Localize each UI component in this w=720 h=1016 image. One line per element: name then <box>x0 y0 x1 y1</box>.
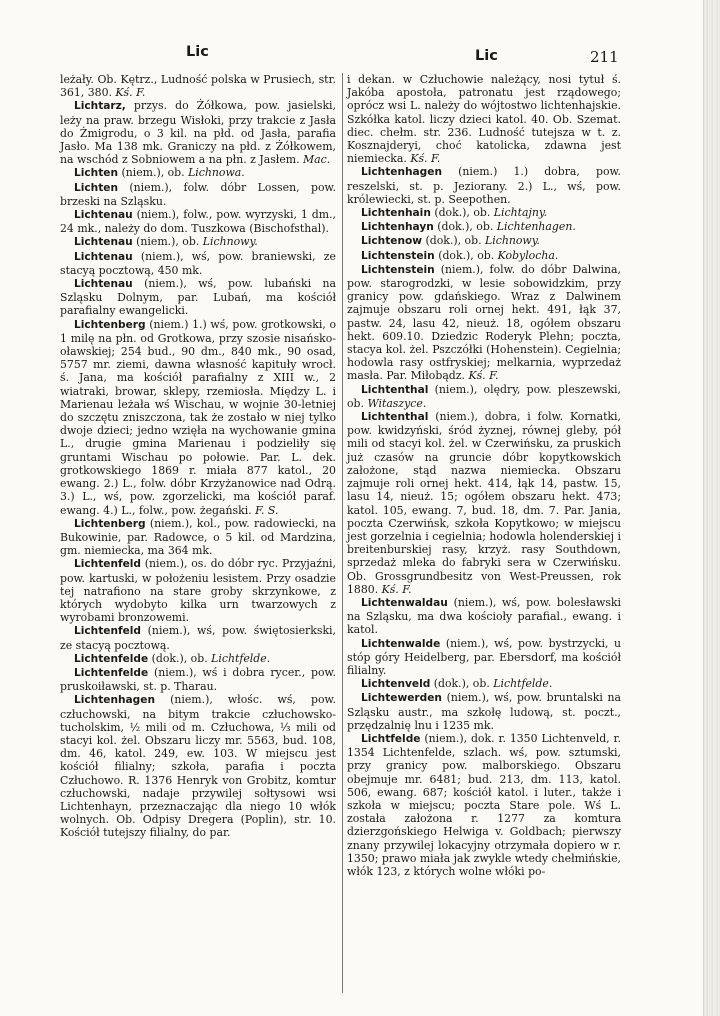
entry-text: (niem.), wś i dobra rycer., pow. pruskoiławski, st. p. Tharau. <box>60 665 336 694</box>
entry-author-signature: Kś. F. <box>115 86 146 100</box>
entry-headword: Lichtenfelde <box>74 666 149 679</box>
entry-headword: Lichtenfelde <box>74 652 149 665</box>
entry-headword: Lichtenberg <box>74 318 146 331</box>
dictionary-entry <box>347 383 621 410</box>
dictionary-entry <box>60 693 336 839</box>
entry-cross-reference: Lichnowy. <box>485 234 540 248</box>
entry-headword: Lichtenfeld <box>74 558 142 571</box>
dictionary-entry <box>60 277 336 318</box>
dictionary-entry <box>347 263 621 383</box>
entry-text: (dok.), ob. <box>148 651 212 665</box>
dictionary-entry <box>60 250 336 277</box>
dictionary-entry <box>60 557 336 624</box>
entry-text: (niem.) 1.) wś, pow. grotkowski, o 1 milę na płn. od Grotkowa, przy szosie nisańsko-oławskiej; 254 bud., 90 dm., 840 mk., 90 osad, 5757 mr. ziemi, dawna własność kapituły wrocł. ś. Jana, ma kościół parafialny z XIII w., 2 wiatraki, browar, sklepy, rzemiosła. Między L. i Marienau leżała wś Wischau, w wojnie 30-letniej do szczętu zniszczona, tak że zostało w niej tylko dwoje dzieci; jedno wzięła na wychowanie gmina L., drugie gmina Marienau i podzieliły się gruntami Wischau po połowie. Par. L. dek. grotkowskiego 1869 r. miała 877 katol., 20 ewang. 2.) L., folw. dóbr Krzyżanowice nad Odrą. 3.) L., wś, pow. zgorzelicki, ma kościół paraf. ewang. 4.) L., folw., pow. żegański. <box>60 317 336 517</box>
entry-headword: Lichtenau <box>74 250 133 263</box>
entry-headword: Lichtenau <box>74 278 133 291</box>
page-header <box>0 44 720 68</box>
entry-headword: Lichtenthal <box>361 411 429 424</box>
dictionary-entry <box>347 220 621 234</box>
dictionary-entry <box>347 206 621 220</box>
dictionary-entry <box>347 234 621 248</box>
entry-text: (niem.), folw., pow. wyrzyski, 1 dm., 24 mk., należy do dom. Tuszkowa (Bischofsthal). <box>60 208 336 236</box>
entry-headword: Lichtewerden <box>361 692 442 705</box>
entry-headword: Lichtenau <box>74 236 133 249</box>
entry-headword: Lichtenow <box>361 235 423 248</box>
entry-text: (niem.), ob. <box>118 166 189 180</box>
entry-text: (niem.), wś, pow. bruntalski na Szląsku austr., ma szkołę ludową, st. poczt., przędzalnię lnu i 1235 mk. <box>347 691 621 732</box>
entry-headword: Lichtenfeld <box>74 625 142 638</box>
entry-headword: Lichtenveld <box>361 678 431 691</box>
entry-headword: Lichtenhagen <box>74 694 155 707</box>
dictionary-entry <box>347 596 621 637</box>
entry-headword: Lichtarz, <box>74 100 126 113</box>
dictionary-entry <box>347 73 621 165</box>
dictionary-entry <box>347 165 621 206</box>
entry-cross-reference: Lichtenhagen. <box>496 220 576 234</box>
dictionary-entry <box>60 652 336 666</box>
entry-cross-reference: Witaszyce. <box>367 396 427 410</box>
entry-text: (niem.), wś, pow. bolesławski na Szląsku, ma dwa kościoły parafial., ewang. i katol. <box>347 595 621 637</box>
entry-text: (niem.), os. do dóbr ryc. Przyjaźni, pow. kartuski, w położeniu lesistem. Przy osadzie tej natrafiono na stare groby skrzynkowe, z których wydobyto kilka urn twarzowych z wyrobami bronzowemi. <box>60 557 336 625</box>
left-running-head: Lic <box>186 44 209 60</box>
entry-headword: Lichtfelde <box>361 732 421 745</box>
entry-headword: Lichten <box>74 167 118 180</box>
entry-author-signature: Kś. F. <box>381 582 412 596</box>
dictionary-entry <box>60 166 336 180</box>
entry-headword: Lichtenau <box>74 209 133 222</box>
dictionary-entry <box>60 73 336 99</box>
entry-author-signature: Mac. <box>303 153 331 167</box>
entry-text: (niem.) 1.) dobra, pow. reszelski, st. p. Jeziorany. 2.) L., wś, pow. królewiecki, st. p. Seepothen. <box>347 165 621 206</box>
entry-text: (dok.), ob. <box>430 677 494 691</box>
entry-text: i dekan. w Człuchowie należący, nosi tytuł ś. Jakóba apostoła, patronatu jest rządowego; oprócz wsi L. należy do wójtostwo lichtenhajskie. Szkółka katol. liczy dzieci katol. 40. Ob. Szemat. diec. chełm. str. 236. Ludność tutejsza w t. z. Kosznajderyi, choć katolicka, zdawna jest niemiecka. <box>347 73 621 166</box>
entry-cross-reference: Lichnowy. <box>202 235 258 249</box>
entry-text: (niem.), folw. dóbr Lossen, pow. brzeski na Szląsku. <box>60 180 336 208</box>
entry-headword: Lichtenhagen <box>361 166 442 179</box>
entry-text: (niem.), wś, pow. bystrzycki, u stóp góry Heidelberg, par. Ebersdorf, ma kościół filialny. <box>347 636 621 677</box>
entry-text: (niem.), wś, pow. braniewski, ze stacyą pocztową, 450 mk. <box>60 249 336 277</box>
entry-text: (niem.), ob. <box>132 235 203 249</box>
entry-text: (niem.), olędry, pow. pleszewski, ob. <box>347 382 621 410</box>
page-edge <box>703 0 720 1016</box>
dictionary-entry <box>60 666 336 693</box>
dictionary-entry <box>347 410 621 596</box>
entry-text: (dok.), ob. <box>422 234 485 248</box>
dictionary-entry <box>60 235 336 249</box>
page-number: 211 <box>590 48 619 66</box>
entry-text: (niem.), folw. do dóbr Dalwina, pow. starogrodzki, w lesie sobowidzkim, przy granicy pow. gdańskiego. Wraz z Dalwinem zajmuje obszaru roli ornej hekt. 491, łąk 37, pastw. 24, lasu 42, nieuż. 18, ogółem obszaru hekt. 609.10. Dziedzic Roderyk Plehn; poczta, stacya kol. żel. Pszczółki (Hohenstein). Cegielnia; hodowla rasy ostfryskiej; melkarnia, wyprzedaż masła. Par. Miłobądz. <box>347 262 621 383</box>
dictionary-entry <box>347 249 621 263</box>
entry-cross-reference: Lichtfelde. <box>493 677 553 691</box>
entry-headword: Lichtenwalde <box>361 637 441 650</box>
entry-text: (niem.), dok. r. 1350 Lichtenveld, r. 1354 Lichtenfelde, szlach. wś, pow. sztumski, przy granicy pow. malborskiego. Obszaru obejmuje mr. 6481; bud. 213, dm. 113, katol. 506, ewang. 687; kościół katol. i luter., także i szkoła w miejscu; poczta Stare pole. Wś L. została założona r. 1277 za komtura dzierzgońskiego Helwiga v. Goldbach; pierwszy znany przywilej lokacyjny otrzymała dopiero w r. 1350; prawo miała jak zwykle wtedy chełmińskie, włók 123, z których wolne włóki po- <box>347 731 621 878</box>
entry-author-signature: F. S. <box>255 503 279 517</box>
right-column <box>342 73 621 993</box>
dictionary-entry <box>60 318 336 517</box>
entry-headword: Lichtenthal <box>361 383 429 396</box>
entry-text: (dok.), ob. <box>430 206 494 220</box>
dictionary-entry <box>60 517 336 558</box>
entry-text: leżały. Ob. Kętrz., Ludność polska w Prusiech, str. 361, 380. <box>60 73 336 100</box>
dictionary-entry <box>60 208 336 235</box>
entry-headword: Lichtenberg <box>74 517 146 530</box>
entry-headword: Lichtenstein <box>361 263 435 276</box>
entry-cross-reference: Lichnowa. <box>188 166 245 180</box>
entry-cross-reference: Lichtfelde. <box>211 651 271 665</box>
dictionary-entry <box>347 732 621 878</box>
dictionary-entry <box>60 99 336 166</box>
entry-headword: Lichtenstein <box>361 249 435 262</box>
entry-text: (niem.), włośc. wś, pow. człuchowski, na bitym trakcie człuchowsko-tucholskim, ½ mili od m. Człuchowa, ⅓ mili od stacyi kol. żel. Obszaru liczy mr. 5563, bud. 108, dm. 46, katol. 249, ew. 103. W miejscu jest kościół filialny; szkoła, parafia i poczta Człuchowo. R. 1376 Henryk von Grobitz, komtur człuchowski, nadaje przywilej sołtysowi wsi Lichtenhayn, przeznaczając dla niego 10 włók wolnych. Ob. Odpisy Dregera (Poplin), str. 10. Kościół tutejszy filialny, do par. <box>60 693 336 840</box>
dictionary-entry <box>347 677 621 691</box>
entry-text: (niem.), wś, pow. lubański na Szląsku Dolnym, par. Lubań, ma kościół parafialny ewangelicki. <box>60 277 336 318</box>
entry-cross-reference: Lichtajny. <box>493 206 548 220</box>
entry-text: (niem.), dobra, i folw. Kornatki, pow. kwidzyński, śród żyznej, równej gleby, pół mili od stacyi kol. żel. w Czerwińsku, za pruskich już czasów na gruncie dóbr kopytkowskich założone, stąd nazwa niemiecka. Obszaru zajmuje roli ornej hekt. 414, łąk 14, pastw. 15, lasu 14, nieuż. 15; ogółem obszaru hekt. 473; katol. 105, ewang. 7, bud. 18, dm. 7. Par. Jania, poczta Czerwińsk, szkoła Kopytkowo; w miejscu jest gorzelnia i cegielnia; hodowla holenderskiej i breitenburskiej rasy, krzyż. rasy Southdown, sprzedaż mleka do fabryki sera w Czerwińsku. Ob. Grossgrundbesitz von West-Preussen, rok 1880. <box>347 410 621 596</box>
dictionary-entry <box>347 637 621 678</box>
right-running-head: Lic <box>475 48 498 64</box>
entry-headword: Lichtenhayn <box>361 221 434 234</box>
entry-headword: Lichtenwaldau <box>361 596 448 609</box>
entry-author-signature: Kś. F. <box>468 369 499 383</box>
entry-headword: Lichten <box>74 181 118 194</box>
entry-cross-reference: Kobylocha. <box>497 248 559 262</box>
entry-text: (niem.), kol., pow. radowiecki, na Bukowinie, par. Radowce, o 5 kil. od Mardzina, gm. niemiecka, ma 364 mk. <box>60 516 336 558</box>
entry-text: (dok.), ob. <box>434 248 498 262</box>
dictionary-entry <box>347 691 621 732</box>
entry-text: przys. do Żółkowa, pow. jasielski, leży na praw. brzegu Wisłoki, przy trakcie z Jasła do Żmigrodu, o 3 kil. na płd. od Jasła, parafia Jasło. Ma 138 mk. Graniczy na płd. z Żółkowem, na wschód z Sobniowem a na płn. z Jasłem. <box>60 99 336 167</box>
entry-text: (niem.), wś, pow. świętosierkski, ze stacyą pocztową. <box>60 624 336 652</box>
entry-headword: Lichtenhain <box>361 207 431 220</box>
dictionary-entry <box>60 624 336 651</box>
entry-text: (dok.), ob. <box>433 220 497 234</box>
left-column <box>60 73 336 840</box>
entry-author-signature: Kś. F. <box>410 152 441 166</box>
dictionary-entry <box>60 181 336 208</box>
